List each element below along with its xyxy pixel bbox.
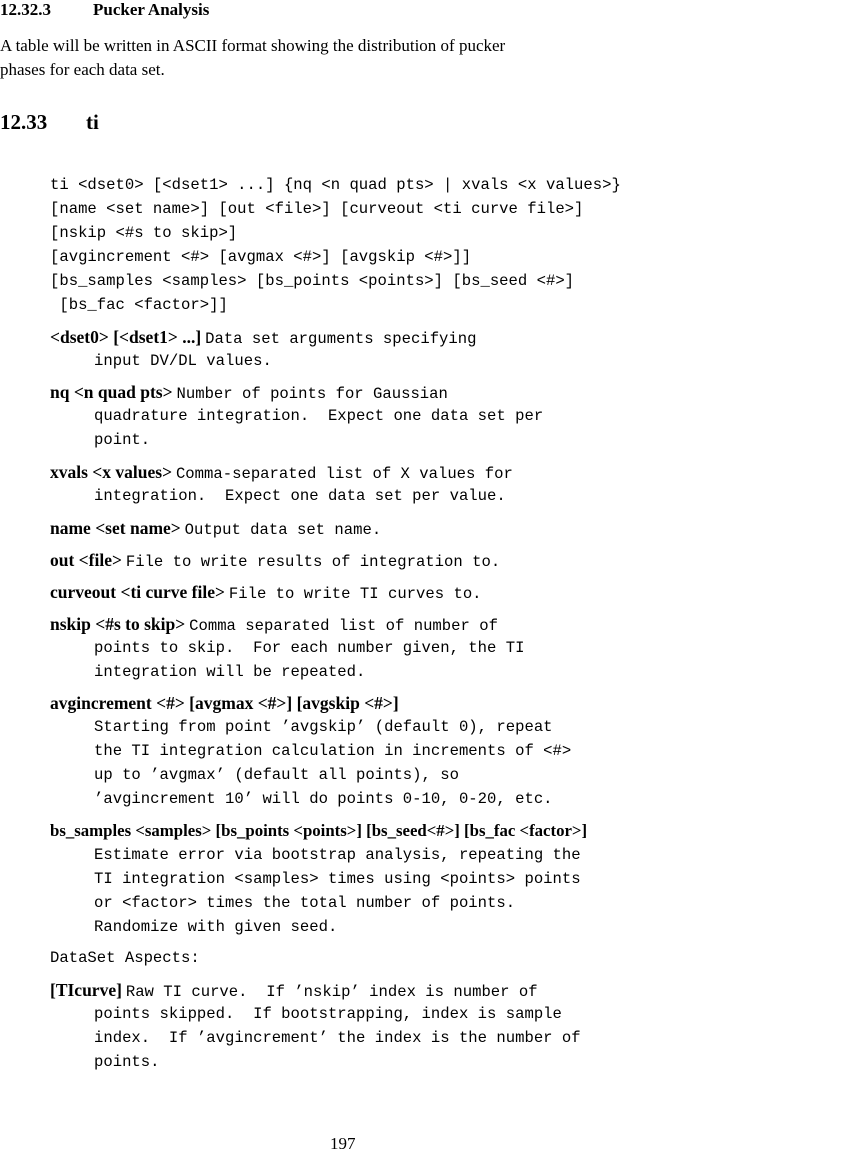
- option-description-line: input DV/DL values.: [94, 352, 272, 370]
- aspects-label: DataSet Aspects:: [50, 949, 200, 967]
- option-description-line: ’avgincrement 10’ will do points 0-10, 0-20, etc.: [94, 790, 553, 808]
- option-description-line: up to ’avgmax’ (default all points), so: [94, 766, 459, 784]
- option-term: out <file>: [50, 550, 122, 570]
- aspect-description-line: points skipped. If bootstrapping, index is sample: [94, 1005, 562, 1023]
- usage-line: [bs_samples <samples> [bs_points <points>] [bs_seed <#>]: [50, 272, 575, 290]
- option-description-line: integration will be repeated.: [94, 663, 366, 681]
- page-number: 197: [330, 1134, 356, 1153]
- option-entry: [50, 548, 860, 572]
- section-heading: [0, 110, 99, 135]
- subsection-title: Pucker Analysis: [93, 0, 210, 19]
- usage-line: ti <dset0> [<dset1> ...] {nq <n quad pts> | xvals <x values>}: [50, 176, 621, 194]
- option-description-line: Starting from point ’avgskip’ (default 0), repeat: [94, 718, 553, 736]
- option-entry: [50, 325, 860, 373]
- option-description-line: point.: [94, 431, 151, 449]
- usage-line: [bs_fac <factor>]]: [50, 296, 228, 314]
- option-description: Comma-separated list of X values for: [175, 465, 513, 483]
- option-description-line: the TI integration calculation in increments of <#>: [94, 742, 572, 760]
- option-description-line: or <factor> times the total number of points.: [94, 894, 516, 912]
- usage-line: [nskip <#s to skip>]: [50, 224, 238, 242]
- option-description-line: TI integration <samples> times using <points> points: [94, 870, 581, 888]
- option-description-line: quadrature integration. Expect one data set per: [94, 407, 544, 425]
- option-term: nq <n quad pts>: [50, 382, 173, 402]
- usage-line: [name <set name>] [out <file>] [curveout <ti curve file>]: [50, 200, 584, 218]
- option-term: nskip <#s to skip>: [50, 614, 186, 634]
- intro-line: phases for each data set.: [0, 60, 165, 79]
- usage-block: [50, 173, 621, 317]
- option-term: name <set name>: [50, 518, 181, 538]
- option-entry: [50, 380, 860, 452]
- aspect-description-line: points.: [94, 1053, 160, 1071]
- option-term: bs_samples <samples> [bs_points <points>] [bs_seed<#>] [bs_fac <factor>]: [50, 821, 588, 840]
- aspect-entry: [50, 978, 860, 1074]
- section-title: ti: [86, 110, 99, 134]
- option-description: Comma separated list of number of: [189, 617, 498, 635]
- option-description-line: Randomize with given seed.: [94, 918, 338, 936]
- option-description: File to write TI curves to.: [228, 585, 482, 603]
- aspect-description: Raw TI curve. If ’nskip’ index is number of: [125, 983, 538, 1001]
- option-description-line: integration. Expect one data set per value.: [94, 487, 506, 505]
- section-number: 12.33: [0, 110, 48, 134]
- subsection-heading: [0, 0, 209, 20]
- option-entry: [50, 819, 860, 939]
- usage-line: [avgincrement <#> [avgmax <#>] [avgskip <#>]]: [50, 248, 472, 266]
- option-description-line: points to skip. For each number given, the TI: [94, 639, 525, 657]
- option-description-line: Estimate error via bootstrap analysis, repeating the: [94, 846, 581, 864]
- subsection-number: 12.32.3: [0, 0, 51, 19]
- option-term: avgincrement <#> [avgmax <#>] [avgskip <#>]: [50, 693, 399, 713]
- option-term: xvals <x values>: [50, 462, 173, 482]
- aspect-description-line: index. If ’avgincrement’ the index is the number of: [94, 1029, 581, 1047]
- option-entry: [50, 516, 860, 540]
- option-entry: [50, 691, 860, 811]
- option-entry: [50, 580, 860, 604]
- option-description: File to write results of integration to.: [125, 553, 501, 571]
- option-description: Output data set name.: [184, 521, 382, 539]
- option-description: Data set arguments specifying: [205, 330, 477, 348]
- option-description: Number of points for Gaussian: [176, 385, 448, 403]
- option-entry: [50, 612, 860, 684]
- option-term: curveout <ti curve file>: [50, 582, 225, 602]
- intro-line: A table will be written in ASCII format showing the distribution of pucker: [0, 36, 506, 55]
- aspect-term: [TIcurve]: [50, 980, 122, 1000]
- intro-paragraph: [0, 34, 505, 82]
- option-term: <dset0> [<dset1> ...]: [50, 327, 202, 347]
- option-entry: [50, 460, 860, 508]
